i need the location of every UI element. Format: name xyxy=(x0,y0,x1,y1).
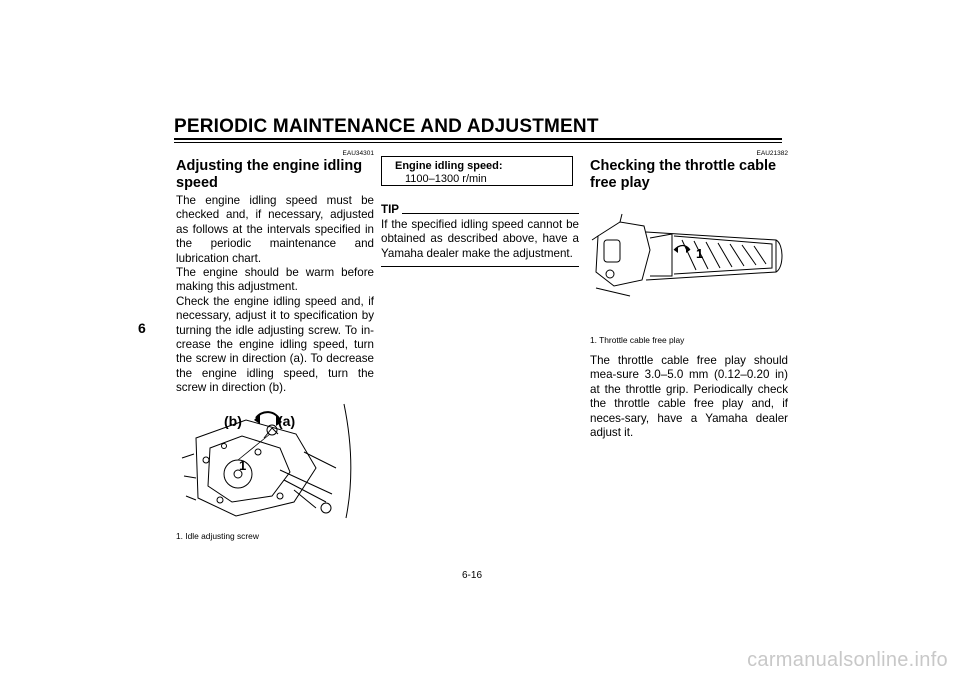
section-code: EAU34301 xyxy=(342,150,374,157)
page-header-title: PERIODIC MAINTENANCE AND ADJUSTMENT xyxy=(174,116,599,137)
figure-label-a: (a) xyxy=(278,412,296,429)
tip-text: If the specified idling speed cannot be obtained as described above, have a Yamaha dealer make the adjustment. xyxy=(381,218,579,260)
figure-throttle-grip xyxy=(590,210,788,346)
section-heading-throttle-cable: Checking the throttle cable free play xyxy=(590,158,777,191)
tip-header xyxy=(381,203,579,216)
chapter-tab: 6 xyxy=(138,320,146,336)
tip-end-rule xyxy=(381,266,579,267)
section-heading-idling-speed: Adjusting the engine idling speed xyxy=(176,158,363,191)
spec-label: Engine idling speed: xyxy=(395,160,503,172)
header-rule xyxy=(174,138,782,140)
tip-label: TIP xyxy=(381,203,400,216)
spec-box-idling-speed xyxy=(381,156,573,186)
paragraph: Check the engine idling speed and, if necessary, adjust it to specification by turning the idle adjusting screw. To in-crease the engine idling speed, turn the screw in direction (a). To decrease the engine idling speed, turn the screw in direction (b). xyxy=(176,294,374,395)
engine-illustration xyxy=(176,398,374,524)
column-right xyxy=(590,150,788,440)
figure-callout-1: 1 xyxy=(239,457,247,473)
figure-label-b: (b) xyxy=(224,412,242,429)
column-middle xyxy=(381,154,579,267)
figure-callout-1: 1 xyxy=(696,246,704,261)
column-left xyxy=(176,150,374,542)
page-number: 6-16 xyxy=(462,570,483,581)
spec-value: 1100–1300 r/min xyxy=(405,173,487,185)
section-code: EAU21382 xyxy=(756,150,788,157)
watermark: carmanualsonline.info xyxy=(747,649,948,671)
figure-idle-screw xyxy=(176,398,374,542)
tip-rule xyxy=(402,213,579,214)
figure-caption: 1. Throttle cable free play xyxy=(590,335,685,345)
figure-caption: 1. Idle adjusting screw xyxy=(176,530,259,541)
paragraph: The engine idling speed must be checked and, if necessary, adjusted as follows at the intervals specified in the periodic maintenance and lubrication chart. xyxy=(176,194,374,265)
paragraph: The throttle cable free play should mea-sure 3.0–5.0 mm (0.12–0.20 in) at the throttle grip. Periodically check the throttle cable free play and, if neces-sary, have a Yamaha dealer adjust it. xyxy=(590,354,788,440)
paragraph: The engine should be warm before making this adjustment. xyxy=(176,266,374,294)
throttle-grip-illustration xyxy=(590,210,788,306)
header-rule-thin xyxy=(174,142,782,143)
